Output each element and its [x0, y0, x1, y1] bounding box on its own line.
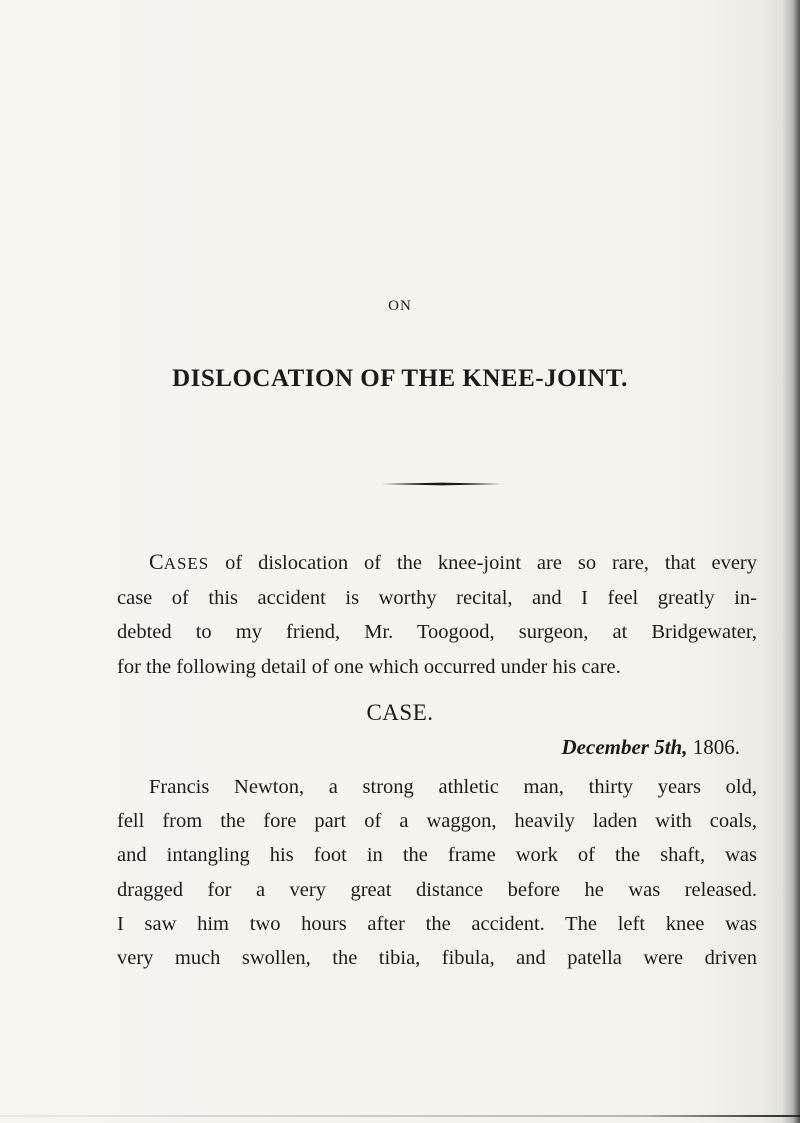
page-edge-shadow [782, 0, 800, 1123]
intro-initial: C [149, 549, 164, 574]
date-label: December 5th, [561, 735, 688, 759]
case-line-4: dragged for a very great distance before he was released. [117, 878, 757, 901]
case-line-6: very much swollen, the tibia, fibula, and patella were driven [117, 947, 757, 970]
intro-line-2: case of this accident is worthy recital, and I feel greatly in- [117, 587, 757, 610]
intro-small-caps: ASES [163, 554, 210, 573]
case-paragraph [117, 770, 757, 975]
intro-paragraph [117, 545, 757, 684]
page-bottom-edge [0, 1115, 800, 1117]
ornamental-rule [382, 482, 502, 486]
case-line-2: fell from the fore part of a waggon, heavily laden with coals, [117, 810, 757, 833]
intro-line-3: debted to my friend, Mr. Toogood, surgeon, at Bridgewater, [117, 621, 757, 644]
page-title: DISLOCATION OF THE KNEE-JOINT. [172, 365, 628, 392]
ornamental-rule-line [382, 482, 502, 486]
section-kicker: ON [388, 298, 412, 314]
dateline [562, 735, 740, 760]
case-line-1: Francis Newton, a strong athletic man, thirty years old, [149, 776, 757, 798]
intro-line-1-text: of dislocation of the knee-joint are so rare, that every [209, 552, 757, 574]
intro-line-4: for the following detail of one which occurred under his care. [117, 655, 621, 678]
case-line-3: and intangling his foot in the frame work of the shaft, was [117, 844, 757, 867]
date-year: 1806. [692, 735, 740, 759]
case-line-5: I saw him two hours after the accident. The left knee was [117, 912, 757, 935]
intro-line-1 [117, 545, 757, 581]
case-heading: CASE. [366, 700, 434, 725]
